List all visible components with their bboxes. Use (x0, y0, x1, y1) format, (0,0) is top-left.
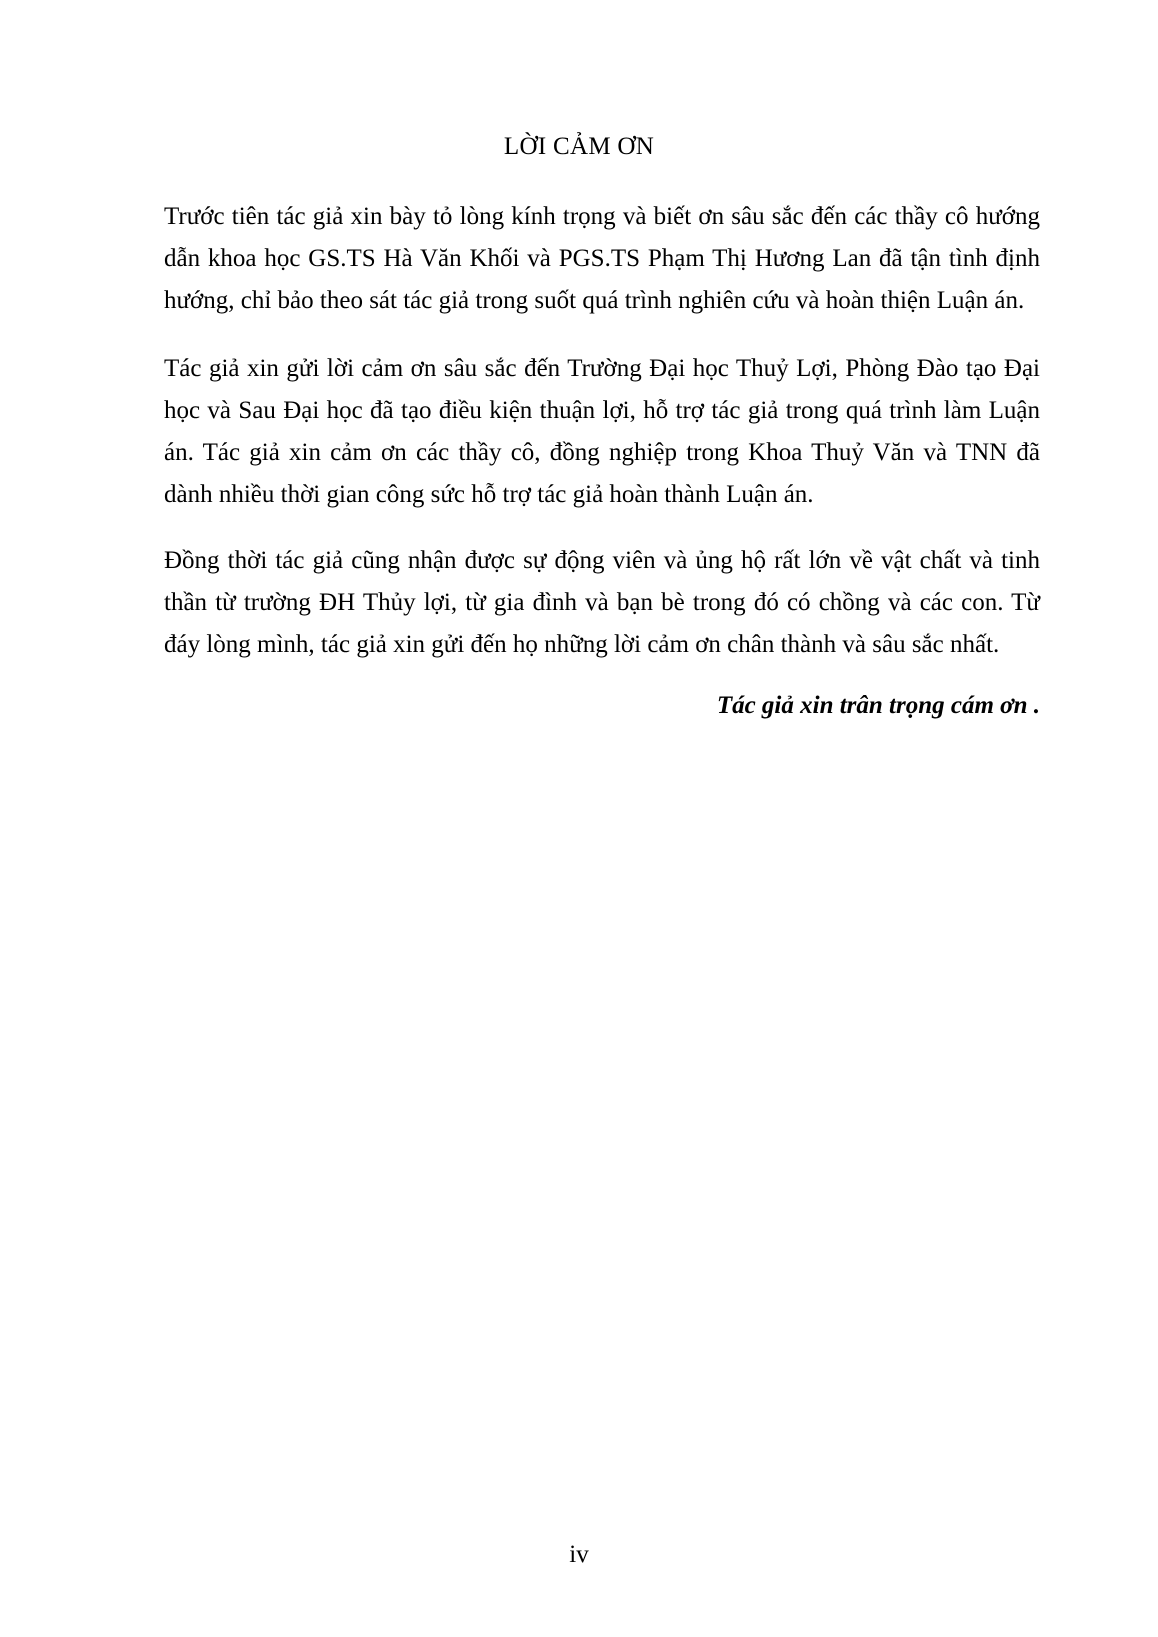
paragraph-1: Trước tiên tác giả xin bày tỏ lòng kính trọng và biết ơn sâu sắc đến các thầy cô hướng dẫn khoa học GS.TS Hà Văn Khối và PGS.TS Phạm Thị Hương Lan đã tận tình định hướng, chỉ bảo theo sát tác giả trong suốt quá trình nghiên cứu và hoàn thiện Luận án. (164, 203, 1040, 314)
paragraph-3: Đồng thời tác giả cũng nhận được sự động viên và ủng hộ rất lớn về vật chất và tinh thần từ trường ĐH Thủy lợi, từ gia đình và bạn bè trong đó có chồng và các con. Từ đáy lòng mình, tác giả xin gửi đến họ những lời cảm ơn chân thành và sâu sắc nhất. (164, 547, 1040, 658)
page-title: LỜI CẢM ƠN (503, 133, 655, 160)
paragraph-2: Tác giả xin gửi lời cảm ơn sâu sắc đến Trường Đại học Thuỷ Lợi, Phòng Đào tạo Đại học và Sau Đại học đã tạo điều kiện thuận lợi, hỗ trợ tác giả trong quá trình làm Luận án. Tác giả xin cảm ơn các thầy cô, đồng nghiệp trong Khoa Thuỷ Văn và TNN đã dành nhiều thời gian công sức hỗ trợ tác giả hoàn thành Luận án. (164, 355, 1040, 508)
signoff: Tác giả xin trân trọng cám ơn . (716, 692, 1040, 719)
page-number: iv (569, 1541, 589, 1568)
